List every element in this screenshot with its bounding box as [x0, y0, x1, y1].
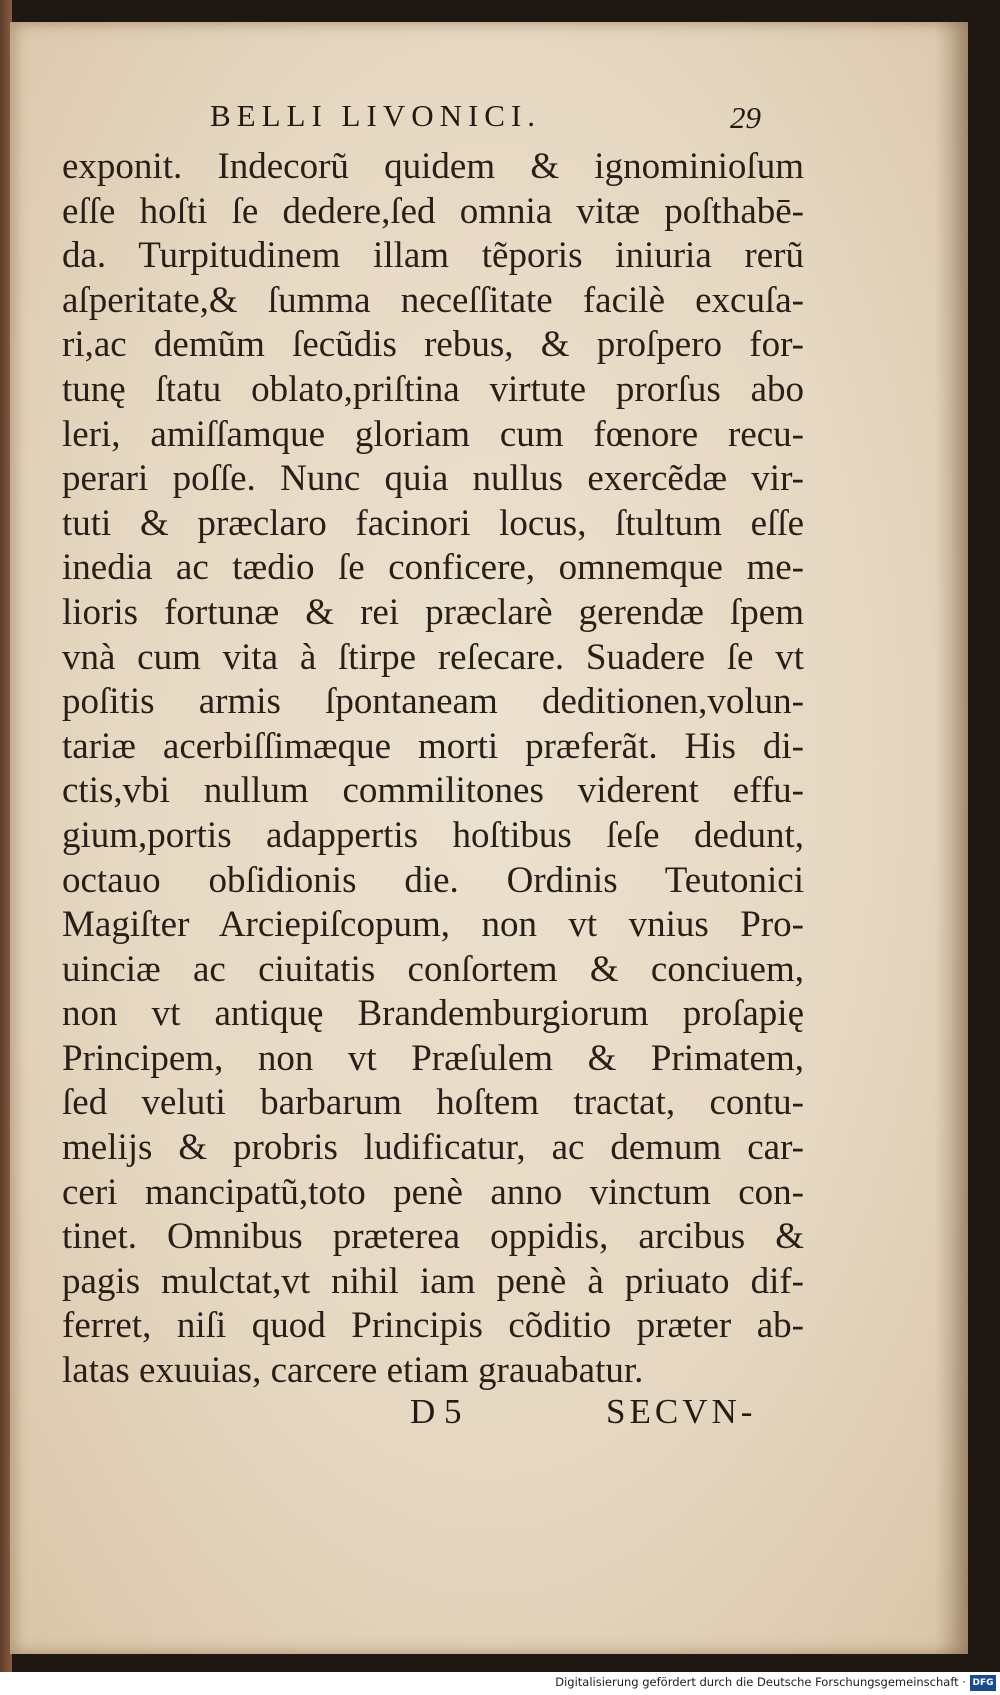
dfg-logo: DFG [970, 1675, 996, 1691]
text-line: tariæ acerbiſſimæque morti præferãt. His di- [62, 725, 804, 767]
text-line: aſperitate,& ſumma neceſſitate facilè excuſa- [62, 279, 804, 321]
text-line: non vt antiquę Brandemburgiorum proſapię [62, 993, 804, 1035]
page-gutter-shadow [934, 22, 968, 1654]
text-line: ferret, niſi quod Principis cõditio præter ab- [62, 1305, 804, 1347]
text-line: vnà cum vita à ſtirpe reſecare. Suadere ſe vt [62, 636, 804, 678]
text-line: latas exuuias, carcere etiam grauabatur. [62, 1350, 644, 1392]
text-line: pagis mulctat,vt nihil iam penè à priuato dif- [62, 1260, 804, 1302]
text-line: ctis,vbi nullum commilitones viderent effu- [62, 770, 804, 812]
signature-mark: D 5 [410, 1392, 462, 1431]
text-line: ſed veluti barbarum hoſtem tractat, contu- [62, 1082, 804, 1124]
text-line: tuti & præclaro facinori locus, ſtultum eſſe [62, 502, 804, 544]
running-head: BELLI LIVONICI. [210, 98, 542, 133]
catchword: SECVN- [606, 1392, 757, 1431]
text-line: eſſe hoſti ſe dedere,ſed omnia vitæ poſthabē- [62, 190, 804, 232]
body-text [62, 145, 804, 1395]
text-line: tinet. Omnibus præterea oppidis, arcibus & [62, 1216, 804, 1258]
text-line: perari poſſe. Nunc quia nullus exercẽdæ vir- [62, 458, 804, 500]
text-line: poſitis armis ſpontaneam deditionen,volun- [62, 681, 804, 723]
text-line: ri,ac demũm ſecũdis rebus, & proſpero for- [62, 324, 804, 366]
text-line: ceri mancipatũ,toto penè anno vinctum con- [62, 1171, 804, 1213]
page-number: 29 [730, 100, 761, 135]
text-line: tunę ſtatu oblato,priſtina virtute prorſus abo [62, 368, 804, 410]
text-line: exponit. Indecorũ quidem & ignominioſum [62, 146, 804, 187]
text-line: leri, amiſſamque gloriam cum fœnore recu- [62, 413, 804, 455]
credit-bar [0, 1672, 1000, 1695]
text-line: melijs & probris ludificatur, ac demum car- [62, 1127, 804, 1169]
text-line: uinciæ ac ciuitatis conſortem & conciuem, [62, 948, 804, 990]
text-line: inedia ac tædio ſe conficere, omnemque me- [62, 547, 804, 589]
text-line: Principem, non vt Præſulem & Primatem, [62, 1037, 804, 1079]
text-line: Magiſter Arciepiſcopum, non vt vnius Pro- [62, 904, 804, 946]
text-line: lioris fortunæ & rei præclarè gerendæ ſpem [62, 591, 804, 633]
text-line: octauo obſidionis die. Ordinis Teutonici [62, 859, 804, 901]
funding-credit: Digitalisierung gefördert durch die Deutsche Forschungsgemeinschaft · [555, 1675, 966, 1689]
text-line: da. Turpitudinem illam tẽporis iniuria rerũ [62, 235, 804, 277]
text-line: gium,portis adappertis hoſtibus ſeſe dedunt, [62, 814, 804, 856]
